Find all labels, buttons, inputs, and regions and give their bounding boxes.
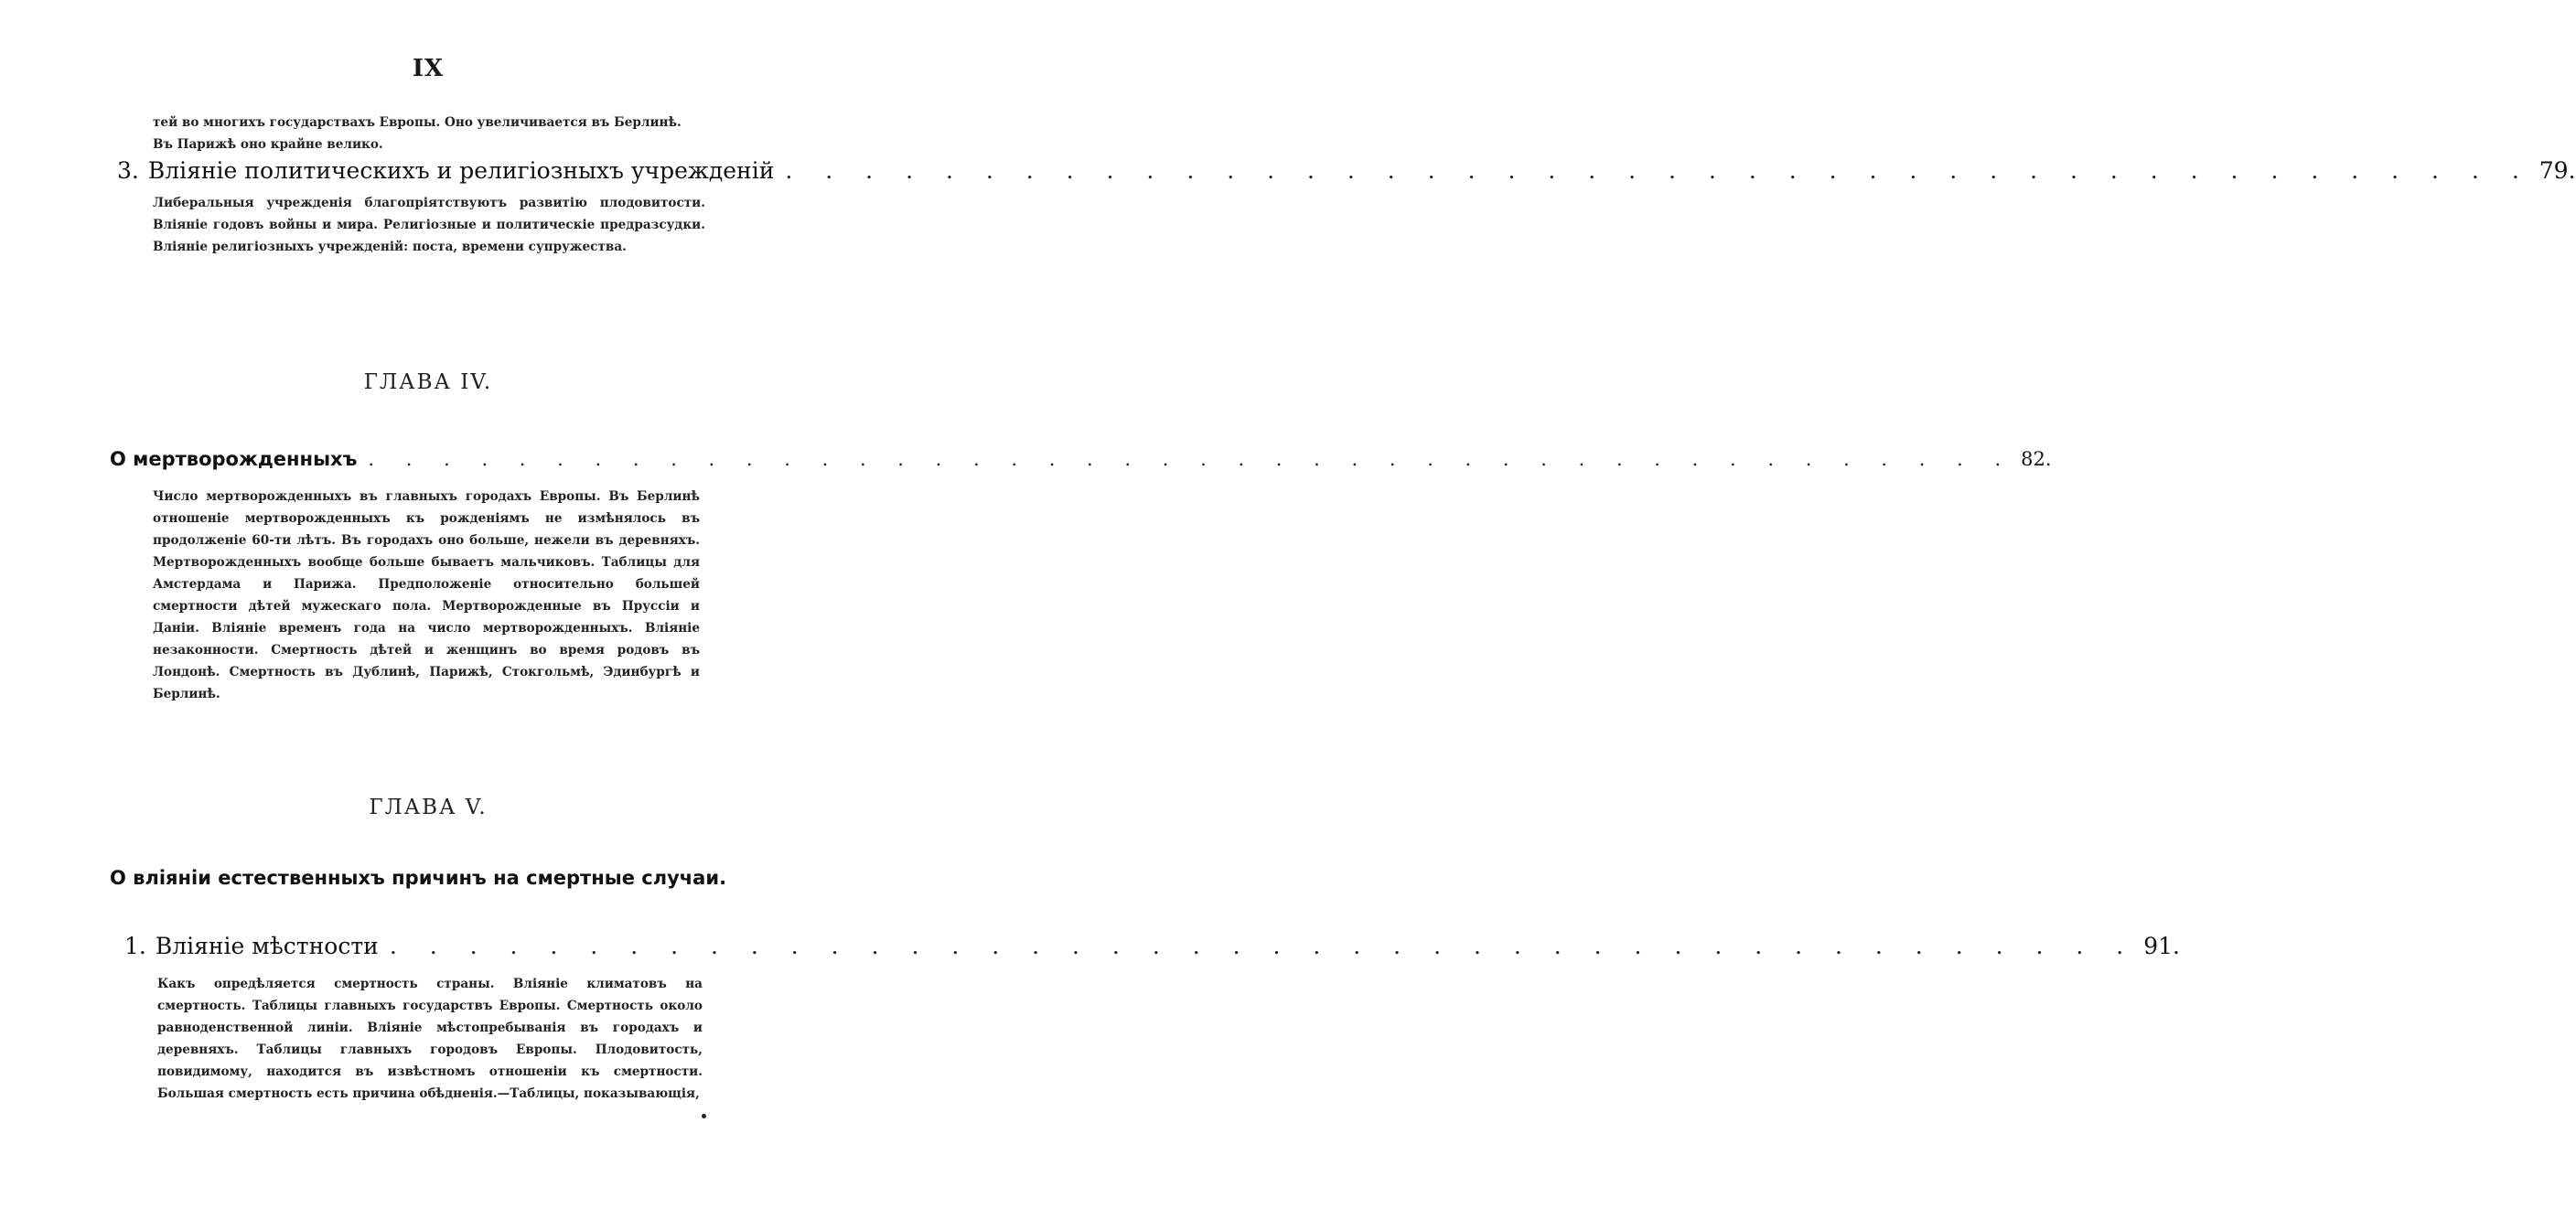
leader-dots — [774, 157, 2531, 184]
summary-paragraph: Либеральныя учрежденія благопріятствуютъ развитію плодовитости. Вліяніе годовъ войны и мира. Религіозные и политическіе предразсудки. Вліяніе религіозныхъ учрежденій: поста, времени супружества. — [153, 196, 705, 254]
summary-paragraph: тей во многихъ государствахъ Европы. Оно увеличивается въ Берлинѣ. Въ Парижѣ оно крайне велико. — [153, 115, 682, 152]
ink-speck — [702, 1114, 706, 1118]
leader-dots — [357, 448, 2013, 470]
section-heading: О вліяніи естественныхъ причинъ на смертные случаи. — [110, 867, 727, 889]
toc-entry-title: Вліяніе политическихъ и религіозныхъ учрежденій — [147, 157, 775, 184]
page-number: IX — [412, 55, 445, 82]
toc-entry-page: 82. — [2021, 448, 2052, 470]
toc-entry — [124, 933, 2180, 959]
toc-entry — [117, 157, 2576, 184]
chapter-heading: ГЛАВА V. — [369, 796, 488, 819]
toc-entry-number: 1. — [124, 933, 146, 959]
toc-entry-number: 3. — [117, 157, 139, 184]
toc-entry-title: Вліяніе мѣстности — [155, 933, 379, 959]
summary-paragraph: Какъ опредѣляется смертность страны. Вліяніе климатовъ на смертность. Таблицы главныхъ государствъ Европы. Смертность около равноденственной линіи. Вліяніе мѣстопребыванія въ городахъ и деревняхъ. Таблицы главныхъ городовъ Европы. Плодовитость, повидимому, находится въ извѣстномъ отношеніи къ смертности. Большая смертность есть причина обѣдненія.—Таблицы, показывающія, — [157, 977, 703, 1101]
toc-entry-page: 91. — [2143, 933, 2180, 959]
summary-paragraph: Число мертворожденныхъ въ главныхъ городахъ Европы. Въ Берлинѣ отношеніе мертворожденныхъ къ рожденіямъ не измѣнялось въ продолженіе 60-ти лѣтъ. Въ городахъ оно больше, нежели въ деревняхъ. Мертворожденныхъ вообще больше бываетъ мальчиковъ. Таблицы для Амстердама и Парижа. Предположеніе относительно большей смертности дѣтей мужескаго пола. Мертворожденные въ Пруссіи и Даніи. Вліяніе временъ года на число мертворожденныхъ. Вліяніе незаконности. Смертность дѣтей и женщинъ во время родовъ въ Лондонѣ. Смертность въ Дублинѣ, Парижѣ, Стокгольмѣ, Эдинбургѣ и Берлинѣ. — [153, 489, 700, 701]
leader-dots — [379, 933, 2136, 959]
toc-entry-title: О мертворожденныхъ — [110, 448, 358, 470]
toc-entry-page: 79. — [2538, 157, 2576, 184]
chapter-heading: ГЛАВА IV. — [363, 370, 493, 394]
toc-entry — [110, 448, 2052, 470]
